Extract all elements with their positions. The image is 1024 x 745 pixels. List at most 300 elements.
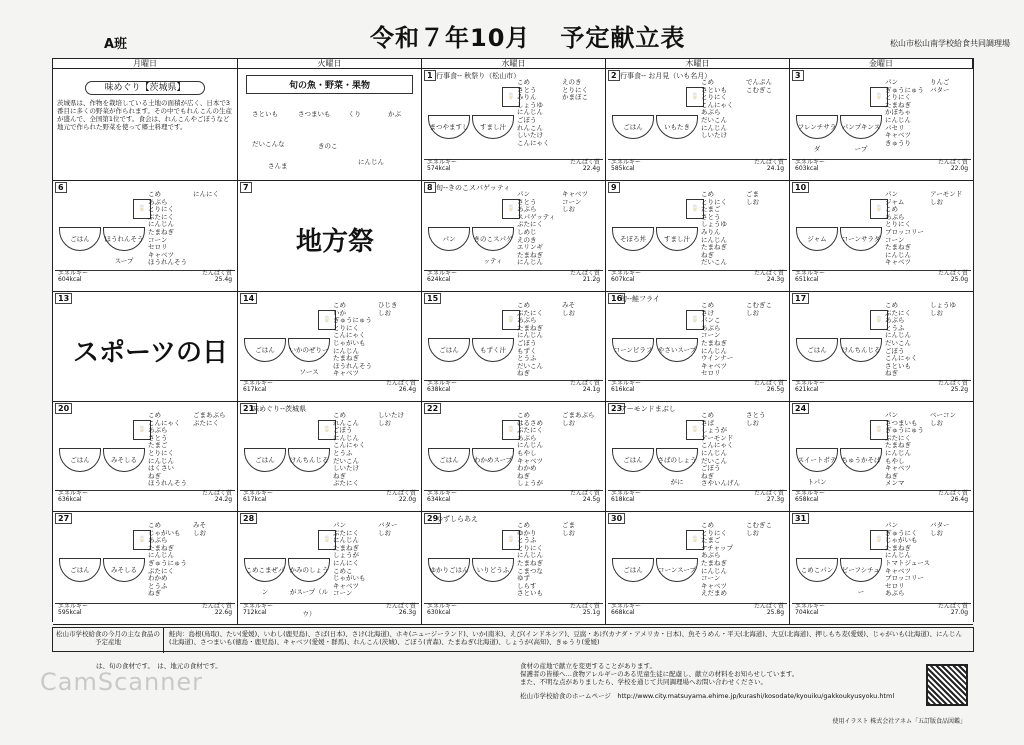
day-cell: [53, 402, 238, 512]
ingredient-list: こめ とりにく たまご ケチャップ あぶら たまねぎ にんじん コーン キャベツ えだまめ: [701, 521, 734, 598]
day-number: 30: [608, 513, 625, 524]
day-cell: [422, 292, 606, 402]
nutrition-box: エネルギー たんぱく質 585kcal 24.1g: [608, 159, 787, 178]
ingredient-list: こめ さば しょうが アーモンド こんにゃく にんじん だいこん ごぼう ねぎ さやいんげん: [701, 411, 740, 488]
ingredient-list-extra: みそ しお: [193, 521, 206, 537]
nutrition-box: エネルギー たんぱく質 618kcal 27.3g: [608, 490, 787, 509]
protein-value: 21.2: [582, 276, 597, 283]
dish-bowl: ゆかりごはん: [428, 558, 470, 582]
ingredient-list-extra: バター しお: [930, 521, 950, 537]
day-number: 1: [424, 70, 436, 81]
note-1: 食材の産地で献立を変更することがあります。: [520, 662, 656, 670]
milk-carton-icon: 🥛: [686, 420, 704, 440]
nutrition-box: エネルギー たんぱく質 616kcal 26.5g: [608, 380, 787, 399]
seasonal-item: かぶ: [388, 110, 401, 118]
ingredient-list: こめ とりにく たまご さとう しょうゆ みりん にんじん たまねぎ ねぎ だいこん: [701, 190, 727, 267]
nutrition-box: エネルギー たんぱく質 634kcal 24.5g: [424, 490, 603, 509]
milk-carton-icon: 🥛: [870, 87, 888, 107]
nutrition-box: エネルギー たんぱく質 621kcal 25.2g: [792, 380, 971, 399]
seasonal-item: さつまいも: [298, 110, 331, 118]
menu-name: 味めぐり--茨城県: [252, 405, 307, 413]
dish-bowl: こめこパン: [796, 558, 838, 582]
energy-label: エネルギー: [58, 490, 89, 497]
intro-box: [57, 79, 233, 131]
dish-bowl: やさいスープ: [656, 338, 698, 362]
protein-value: 24.3: [766, 276, 781, 283]
ingredient-list: こめ ゆかり とうふ とりにく にんじん たまねぎ こまつな ゆず しらす さといも: [517, 521, 543, 598]
ingredient-list-extra: こむぎこ しお: [746, 521, 772, 537]
protein-label: たんぱく質: [753, 159, 784, 166]
protein-value: 25.0: [950, 276, 965, 283]
seasonal-item: さといも: [252, 110, 278, 118]
dish-bowl: ごはん: [612, 558, 654, 582]
dish-bowl: コーンピラフ: [612, 338, 654, 362]
ingredient-list-extra: こむぎこ しお: [746, 301, 772, 317]
energy-label: エネルギー: [427, 270, 458, 277]
protein-value: 26.4: [398, 386, 413, 393]
dish-bowl: ごはん: [59, 558, 101, 582]
title-date: 令和７年10月: [370, 24, 531, 52]
day-cell: [53, 69, 238, 181]
ingredient-list: パン ジャム こめ あぶら とりにく ブロッコリー コーン たまねぎ にんじん キャベツ: [885, 190, 924, 267]
dish-bowl: けんちんじる: [288, 448, 330, 472]
dish-bowl: けんちんじる: [840, 338, 882, 362]
ingredient-list: こめ さといも とりにく こんにゃく あぶら だいこん にんじん しいたけ: [701, 78, 734, 140]
protein-label: たんぱく質: [201, 270, 232, 277]
day-cell: [422, 402, 606, 512]
protein-label: たんぱく質: [753, 603, 784, 610]
day-cell: [606, 512, 790, 625]
protein-label: たんぱく質: [385, 380, 416, 387]
energy-value: 624: [427, 276, 439, 283]
ingredient-list-extra: アーモンド しお: [930, 190, 963, 206]
energy-label: エネルギー: [427, 603, 458, 610]
protein-label: たんぱく質: [569, 603, 600, 610]
seasonal-item: だいこんな: [252, 140, 285, 148]
event-title: スポーツの日: [73, 338, 228, 368]
day-number: 6: [55, 182, 67, 193]
day-number: 9: [608, 182, 620, 193]
energy-label: エネルギー: [611, 490, 642, 497]
day-number: 15: [424, 293, 441, 304]
nutrition-box: エネルギー たんぱく質 651kcal 25.0g: [792, 270, 971, 289]
ingredient-list: こめ じゃがいも あぶら たまねぎ にんじん ぎゅうにゅう ぶたにく わかめ とうふ ねぎ: [148, 521, 187, 598]
day-number: 31: [792, 513, 809, 524]
origin-text: 鮭肉：島根(鳥取)、たい(愛媛)、いわし(鹿児島)、さば(日本)、さけ(北海道)、ホキ(ニュージーランド)、いか(南米)、えび(インドネシア)、豆腐・あげ(カナダ・アメリカ・日本)、魚そうめん・平天(北海道)、大豆(北海道)、押しもち麦(愛媛)、じゃがいも(北海道)、にんじん(北海道)、さつまいも(徳島・鹿児島)、キャベツ(愛媛・群馬)、れんこん(茨城)、ごぼう(青森)、たまねぎ(北海道)、しょうが(高知)、きゅうり(愛媛): [169, 630, 962, 646]
intro-title: 味めぐり【茨城県】: [85, 81, 205, 95]
milk-carton-icon: 🥛: [870, 310, 888, 330]
energy-value: 617: [243, 386, 255, 393]
day-cell: [606, 181, 790, 292]
menu-name: 旬--きのこスパゲッティ: [436, 184, 511, 192]
dish-bowl: まつやますし: [428, 115, 470, 139]
energy-value: 604: [58, 276, 70, 283]
dish-bowl: わかめスープ: [472, 448, 514, 472]
protein-value: 25.1: [582, 609, 597, 616]
milk-carton-icon: 🥛: [870, 199, 888, 219]
milk-carton-icon: 🥛: [502, 199, 520, 219]
energy-value: 634: [427, 496, 439, 503]
illustration-credit: 使用イラスト 株式会社アネム「五訂版食品図鑑」: [832, 718, 966, 725]
dish-bowl: いもたき: [656, 115, 698, 139]
nutrition-box: エネルギー たんぱく質 574kcal 22.4g: [424, 159, 603, 178]
energy-value: 658: [795, 496, 807, 503]
scanner-watermark: CamScanner: [40, 668, 204, 696]
day-number: 16: [608, 293, 625, 304]
protein-value: 24.5: [582, 496, 597, 503]
protein-label: たんぱく質: [937, 490, 968, 497]
dish-bowl: すまし汁: [656, 227, 698, 251]
menu-name: ゆずしらあえ: [436, 515, 478, 523]
day-cell: [790, 292, 973, 402]
protein-label: たんぱく質: [753, 380, 784, 387]
day-number: 13: [55, 293, 72, 304]
day-number: 8: [424, 182, 436, 193]
protein-label: たんぱく質: [385, 490, 416, 497]
milk-carton-icon: 🥛: [133, 420, 151, 440]
protein-label: たんぱく質: [385, 603, 416, 610]
protein-label: たんぱく質: [937, 603, 968, 610]
ingredient-list-extra: キャベツ コーン しお: [562, 190, 588, 214]
milk-carton-icon: 🥛: [870, 530, 888, 550]
energy-value: 630: [427, 609, 439, 616]
day-cell: [790, 512, 973, 625]
dish-bowl: ごはん: [428, 448, 470, 472]
milk-carton-icon: 🥛: [686, 530, 704, 550]
ingredient-list: パン ぎゅうにく じゃがいも たまねぎ にんじん トマトジュース キャベツ ブロッコリー セロリ あぶら: [885, 521, 931, 598]
menu-name: アーモンドまぶし: [620, 405, 676, 413]
ingredient-list: こめ いか ぎゅうにゅう とりにく こんにゃく じゃがいも にんじん たまねぎ ほうれんそう キャベツ: [333, 301, 372, 378]
energy-label: エネルギー: [58, 270, 89, 277]
origin-panel: [52, 627, 974, 652]
protein-value: 27.3: [766, 496, 781, 503]
dow-thu: 木曜日: [606, 59, 790, 69]
protein-value: 25.8: [766, 609, 781, 616]
protein-label: たんぱく質: [201, 490, 232, 497]
dish-bowl: スイートポテトパン: [796, 448, 838, 472]
ingredient-list-extra: みそ しお: [562, 301, 575, 317]
protein-label: たんぱく質: [569, 490, 600, 497]
nutrition-box: エネルギー たんぱく質 617kcal 22.0g: [240, 490, 419, 509]
dish-bowl: パン: [428, 227, 470, 251]
milk-carton-icon: 🥛: [686, 310, 704, 330]
energy-label: エネルギー: [243, 380, 274, 387]
ingredient-list: こめ はるさめ ぶたにく あぶら にんじん もやし キャベツ わかめ ねぎ しょうが: [517, 411, 543, 488]
protein-label: たんぱく質: [753, 490, 784, 497]
protein-value: 26.3: [398, 609, 413, 616]
day-number: 3: [792, 70, 804, 81]
dish-bowl: ほうれんそうスープ: [103, 227, 145, 251]
nutrition-box: エネルギー たんぱく質 630kcal 25.1g: [424, 603, 603, 622]
protein-label: たんぱく質: [937, 159, 968, 166]
seasonal-item: にんじん: [358, 158, 384, 166]
dish-bowl: ごはん: [59, 448, 101, 472]
ingredient-list: こめ こんにゃく あぶら さとう たまご とりにく にんじん はくさい ねぎ ほうれんそう: [148, 411, 187, 488]
energy-value: 651: [795, 276, 807, 283]
energy-label: エネルギー: [795, 380, 826, 387]
energy-value: 607: [611, 276, 623, 283]
dish-bowl: こめこまぜパン: [244, 558, 286, 582]
dish-bowl: コーンサラダ: [840, 227, 882, 251]
ingredient-list-extra: ごま しお: [562, 521, 575, 537]
menu-calendar-grid: [52, 58, 974, 622]
dish-bowl: フレンチサラダ: [796, 115, 838, 139]
ingredient-list: こめ さけ パンこ あぶら コーン たまねぎ にんじん ウインナー キャベツ セロリ: [701, 301, 734, 378]
energy-label: エネルギー: [795, 270, 826, 277]
milk-carton-icon: 🥛: [502, 420, 520, 440]
day-cell: [790, 69, 973, 181]
nutrition-box: エネルギー たんぱく質 624kcal 21.2g: [424, 270, 603, 289]
milk-carton-icon: 🥛: [686, 199, 704, 219]
day-number: 17: [792, 293, 809, 304]
seasonal-title: 旬の魚・野菜・果物: [246, 75, 413, 94]
ingredient-list-extra: しいたけ しお: [378, 411, 404, 427]
energy-label: エネルギー: [427, 159, 458, 166]
nutrition-box: エネルギー たんぱく質 712kcal 26.3g: [240, 603, 419, 622]
dish-bowl: ごはん: [796, 338, 838, 362]
energy-value: 585: [611, 165, 623, 172]
day-cell: [238, 181, 422, 292]
day-cell: [422, 69, 606, 181]
ingredient-list-extra: ひじき しお: [378, 301, 398, 317]
energy-label: エネルギー: [795, 603, 826, 610]
nutrition-box: エネルギー たんぱく質 607kcal 24.3g: [608, 270, 787, 289]
energy-value: 636: [58, 496, 70, 503]
day-number: 28: [240, 513, 257, 524]
note-2: 保護者の皆様へ…食物アレルギーのある児童生徒に配慮し、献立の材料をお知らせしています。: [520, 670, 799, 678]
day-cell: [606, 292, 790, 402]
ingredient-list-extra: さとう しお: [746, 411, 766, 427]
day-cell: [790, 402, 973, 512]
day-cell: [53, 292, 238, 402]
day-number: 14: [240, 293, 257, 304]
dish-bowl: いかのぜりーソース: [288, 338, 330, 362]
protein-label: たんぱく質: [569, 270, 600, 277]
dish-bowl: もずく汁: [472, 338, 514, 362]
energy-value: 668: [611, 609, 623, 616]
protein-value: 22.0: [398, 496, 413, 503]
nutrition-box: エネルギー たんぱく質 658kcal 26.4g: [792, 490, 971, 509]
ingredient-list-extra: バター しお: [378, 521, 398, 537]
day-number: 22: [424, 403, 441, 414]
nutrition-box: エネルギー たんぱく質 595kcal 22.6g: [55, 603, 235, 622]
ingredient-list: こめ ぶたにく あぶら とうふ にんじん だいこん ごぼう こんにゃく さといも ねぎ: [885, 301, 918, 378]
day-number: 10: [792, 182, 809, 193]
milk-carton-icon: 🥛: [502, 530, 520, 550]
day-number: 2: [608, 70, 620, 81]
protein-label: たんぱく質: [937, 380, 968, 387]
day-cell: [238, 512, 422, 625]
energy-value: 603: [795, 165, 807, 172]
dish-bowl: パンプキンスープ: [840, 115, 882, 139]
protein-value: 24.2: [214, 496, 229, 503]
protein-value: 22.4: [582, 165, 597, 172]
energy-value: 574: [427, 165, 439, 172]
dow-mon: 月曜日: [53, 59, 238, 69]
nutrition-box: エネルギー たんぱく質 636kcal 24.2g: [55, 490, 235, 509]
milk-carton-icon: 🥛: [133, 530, 151, 550]
dish-bowl: さばのしょうがに: [656, 448, 698, 472]
dish-bowl: ごはん: [244, 448, 286, 472]
milk-carton-icon: 🥛: [686, 87, 704, 107]
seasonal-item: さんま: [268, 162, 288, 170]
dow-wed: 水曜日: [422, 59, 606, 69]
legend-text: は、旬の食材です。 は、地元の食材です。: [96, 662, 222, 670]
protein-label: たんぱく質: [937, 270, 968, 277]
dish-bowl: みそしる: [103, 448, 145, 472]
energy-label: エネルギー: [427, 490, 458, 497]
ingredient-list-extra: りんご バター: [930, 78, 950, 94]
protein-value: 26.4: [950, 496, 965, 503]
ingredient-list: こめ さとう みりん しょうゆ にんじん ごぼう れんこん しいたけ こんにゃく: [517, 78, 550, 147]
dow-tue: 火曜日: [238, 59, 422, 69]
ingredient-list: パン ぎゅうにゅう とりにく たまねぎ かぼちゃ にんじん パセリ キャベツ きゅうり: [885, 78, 924, 147]
ingredient-list: こめ ぶたにく あぶら たまねぎ にんじん ごぼう もずく とうふ だいこん ねぎ: [517, 301, 543, 378]
dish-bowl: いりどうふ: [472, 558, 514, 582]
energy-label: エネルギー: [795, 159, 826, 166]
ingredient-list-extra: でんぷん こむぎこ: [746, 78, 772, 94]
energy-value: 618: [611, 496, 623, 503]
day-cell: [53, 512, 238, 625]
protein-value: 27.0: [950, 609, 965, 616]
protein-value: 25.4: [214, 276, 229, 283]
ingredient-list-extra: ベーコン しお: [930, 411, 956, 427]
dish-bowl: みそしる: [103, 558, 145, 582]
milk-carton-icon: 🥛: [502, 310, 520, 330]
dish-bowl: かみのしょうがスープ（ルウ）: [288, 558, 330, 582]
ingredient-list-extra: ごま しお: [746, 190, 759, 206]
homepage-link[interactable]: 松山市学校給食のホームページ http://www.city.matsuyama.ehime.jp/kurashi/kosodate/kyouiku/gakkoukyusyoku.html: [520, 692, 895, 700]
protein-value: 26.5: [766, 386, 781, 393]
energy-value: 621: [795, 386, 807, 393]
origin-label: 松山市学校給食の今月の主な食品の予定産地: [53, 628, 164, 653]
energy-label: エネルギー: [611, 159, 642, 166]
protein-label: たんぱく質: [201, 603, 232, 610]
dish-bowl: そぼろ丼: [612, 227, 654, 251]
nutrition-box: エネルギー たんぱく質 617kcal 26.4g: [240, 380, 419, 399]
energy-value: 617: [243, 496, 255, 503]
energy-label: エネルギー: [611, 270, 642, 277]
page-title: [370, 18, 715, 53]
protein-value: 22.6: [214, 609, 229, 616]
day-number: 20: [55, 403, 72, 414]
dish-bowl: ごはん: [244, 338, 286, 362]
day-number: 24: [792, 403, 809, 414]
nutrition-box: エネルギー たんぱく質 604kcal 25.4g: [55, 270, 235, 289]
day-cell: [790, 181, 973, 292]
energy-label: エネルギー: [427, 380, 458, 387]
menu-name: 行事食-- お月見（いも名月）: [620, 72, 712, 80]
note-3: また、不明な点がありましたら、学校を通じて共同調理場へお問い合わせください。: [520, 678, 767, 686]
ingredient-list-extra: ごまあぶら しお: [562, 411, 595, 427]
day-cell: [238, 69, 422, 181]
organization-name: 松山市松山南学校給食共同調理場: [890, 39, 1010, 48]
nutrition-box: エネルギー たんぱく質 603kcal 22.0g: [792, 159, 971, 178]
milk-carton-icon: 🥛: [318, 310, 336, 330]
ingredient-list: こめ れんこん ごぼう にんじん こんにゃく とうふ だいこん しいたけ ねぎ ぶたにく: [333, 411, 366, 488]
ingredient-list-extra: にんにく: [193, 190, 219, 198]
dish-bowl: ちゅうかそば: [840, 448, 882, 472]
energy-value: 712: [243, 609, 255, 616]
seasonal-item: きのこ: [318, 142, 338, 150]
energy-label: エネルギー: [58, 603, 89, 610]
energy-label: エネルギー: [243, 490, 274, 497]
protein-value: 22.0: [950, 165, 965, 172]
intro-text: 茨城県は、作物を栽培している土地の面積が広く、日本で3番目に多くの野菜が作られます。その中でもれんこんの生産が盛んで、全国第1位です。食会は、れんこんやごぼうなど地元で作られた野菜を使って郷土料理です。: [57, 99, 232, 131]
ingredient-list-extra: ごまあぶら ぶたにく: [193, 411, 226, 427]
protein-label: たんぱく質: [569, 380, 600, 387]
energy-label: エネルギー: [611, 380, 642, 387]
milk-carton-icon: 🥛: [133, 199, 151, 219]
protein-value: 24.1: [582, 386, 597, 393]
notes-block: [520, 662, 894, 700]
ingredient-list: パン さつまいも ぎゅうにゅう ぶたにく たまねぎ にんじん もやし キャベツ ねぎ メンマ: [885, 411, 924, 488]
day-cell: [422, 181, 606, 292]
seasonal-item: くり: [348, 110, 361, 118]
day-number: 21: [240, 403, 257, 414]
class-label: A班: [104, 37, 128, 52]
energy-label: エネルギー: [243, 603, 274, 610]
day-cell: [53, 181, 238, 292]
nutrition-box: エネルギー たんぱく質 638kcal 24.1g: [424, 380, 603, 399]
dish-bowl: ごはん: [59, 227, 101, 251]
day-cell: [238, 292, 422, 402]
ingredient-list-extra: えのき とりにく かまぼこ: [562, 78, 588, 102]
energy-value: 595: [58, 609, 70, 616]
energy-value: 638: [427, 386, 439, 393]
day-number: 7: [240, 182, 252, 193]
dish-bowl: ジャム: [796, 227, 838, 251]
nutrition-box: エネルギー たんぱく質 668kcal 25.8g: [608, 603, 787, 622]
title-subtitle: 予定献立表: [560, 24, 686, 52]
dish-bowl: コーンスープ: [656, 558, 698, 582]
dow-fri: 金曜日: [790, 59, 973, 69]
day-cell: [606, 69, 790, 181]
nutrition-box: エネルギー たんぱく質 704kcal 27.0g: [792, 603, 971, 622]
energy-value: 616: [611, 386, 623, 393]
qr-code[interactable]: [926, 664, 968, 706]
menu-name: 旬--鮭フライ: [620, 295, 660, 303]
milk-carton-icon: 🥛: [502, 87, 520, 107]
energy-label: エネルギー: [795, 490, 826, 497]
energy-label: エネルギー: [611, 603, 642, 610]
dish-bowl: すまし汁: [472, 115, 514, 139]
day-number: 29: [424, 513, 441, 524]
milk-carton-icon: 🥛: [318, 420, 336, 440]
dish-bowl: きのこスパゲッティ: [472, 227, 514, 251]
dish-bowl: ごはん: [612, 448, 654, 472]
day-number: 23: [608, 403, 625, 414]
menu-name: 行事食-- 秋祭り（松山市）: [436, 72, 521, 80]
day-number: 27: [55, 513, 72, 524]
dish-bowl: ごはん: [428, 338, 470, 362]
dish-bowl: ごはん: [612, 115, 654, 139]
dish-bowl: ビーフシチュー: [840, 558, 882, 582]
day-cell: [606, 402, 790, 512]
energy-value: 704: [795, 609, 807, 616]
protein-value: 25.2: [950, 386, 965, 393]
event-title: 地方祭: [296, 227, 375, 257]
protein-label: たんぱく質: [569, 159, 600, 166]
protein-label: たんぱく質: [753, 270, 784, 277]
ingredient-list: パン さとう あぶら スパゲッティ ぶたにく しめじ えのき エリンギ たまねぎ にんじん: [517, 190, 556, 267]
milk-carton-icon: 🥛: [318, 530, 336, 550]
ingredient-list: パン ぶたにく にんじん たまねぎ しょうが にんにく こめこ じゃがいも キャベツ コーン: [333, 521, 366, 598]
ingredient-list-extra: しょうゆ しお: [930, 301, 956, 317]
milk-carton-icon: 🥛: [870, 420, 888, 440]
ingredient-list: こめ あぶら とりにく ぶたにく にんじん たまねぎ コーン セロリ キャベツ ほうれんそう: [148, 190, 187, 267]
protein-value: 24.1: [766, 165, 781, 172]
